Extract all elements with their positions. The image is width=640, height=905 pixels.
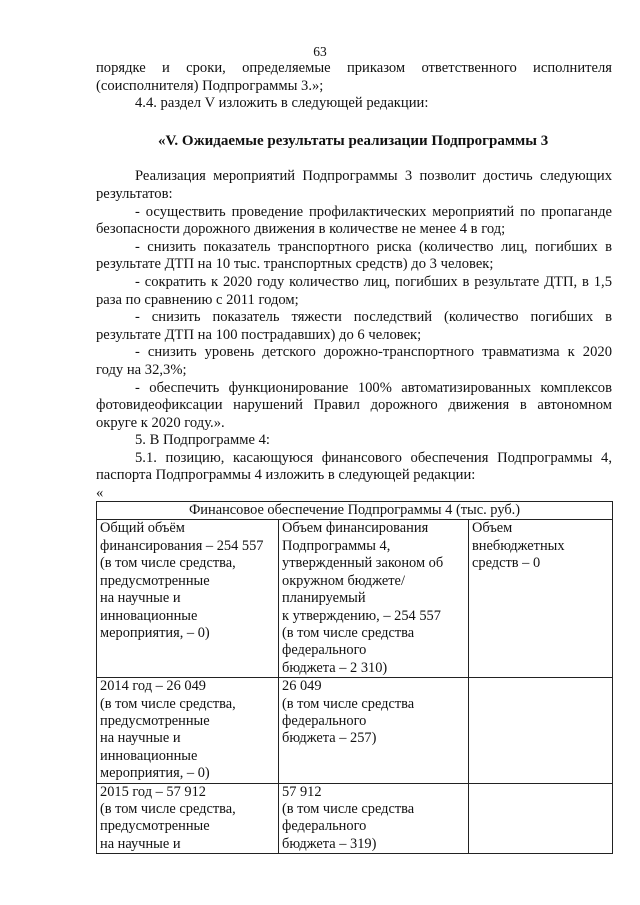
cell-text-line: (в том числе средства, (100, 800, 236, 817)
cell-text-line: (в том числе средства (282, 695, 415, 712)
cell-text-line: окружном бюджете/ (282, 572, 405, 589)
cell-text-line: 26 049 (282, 678, 322, 695)
cell-text-line: к утверждению, – 254 557 (282, 607, 441, 624)
cell-text-line: бюджета – 257) (282, 730, 377, 747)
paragraph-intro: Реализация мероприятий Подпрограммы 3 позволит достичь следующих результатов: (96, 168, 612, 202)
result-item: - снизить уровень детского дорожно-транспортного травматизма к 2020 году на 32,3%; (96, 344, 612, 378)
cell-text-line: предусмотренные (100, 712, 210, 729)
table-header: Финансовое обеспечение Подпрограммы 4 (тыс. руб.) (97, 502, 613, 520)
cell-text-line: средств – 0 (472, 555, 541, 572)
section-heading: «V. Ожидаемые результаты реализации Подпрограммы 3 (158, 132, 549, 149)
table-row (97, 520, 613, 678)
cell-text-line: (в том числе средства (282, 624, 415, 641)
opening-quote: « (96, 485, 104, 502)
cell-text-line: федерального (282, 818, 367, 835)
cell-text-line: (в том числе средства, (100, 695, 236, 712)
page-number: 63 (313, 44, 327, 59)
result-item: - сократить к 2020 году количество лиц, погибших в результате ДТП, в 1,5 раза по сравнению с 2011 годом; (96, 273, 612, 308)
cell-text-line: предусмотренные (100, 572, 210, 589)
cell-text-line: предусмотренные (100, 818, 210, 835)
cell-text-line: на научные и (100, 835, 181, 852)
table-cell (97, 783, 279, 854)
result-item: - осуществить проведение профилактических мероприятий по пропаганде безопасности дорожного движения в количестве не менее 4 в год; (96, 203, 612, 238)
cell-text-line: внебюджетных (472, 537, 565, 554)
paragraph-financing-position: 5.1. позицию, касающуюся финансового обеспечения Подпрограммы 4, паспорта Подпрограммы 4 изложить в следующей редакции: (96, 449, 612, 484)
table-header-row (97, 502, 613, 520)
cell-text-line: планируемый (282, 590, 366, 607)
cell-text-line: 2014 год – 26 049 (100, 678, 206, 695)
cell-text-line: финансирования – 254 557 (100, 537, 264, 554)
document-body (96, 60, 612, 854)
cell-text-line: утвержденный законом об (282, 555, 444, 572)
table-cell (97, 678, 279, 783)
cell-text-line: Общий объём (100, 520, 185, 537)
cell-text-line: на научные и (100, 590, 181, 607)
cell-text-line: бюджета – 2 310) (282, 659, 388, 676)
table-cell (469, 520, 613, 678)
cell-text-line: (в том числе средства (282, 800, 415, 817)
result-item: - обеспечить функционирование 100% автоматизированных комплексов фотовидеофиксации нарушений Правил дорожного движения в автономном округе к 2020 году.». (96, 379, 612, 431)
table-cell (279, 520, 469, 678)
paragraph-continuation: порядке и сроки, определяемые приказом ответственного исполнителя (соисполнителя) Подпрограммы 3.»; (96, 60, 612, 94)
cell-text-line: Объем финансирования (282, 520, 429, 537)
table-row (97, 783, 613, 854)
cell-text-line: федерального (282, 642, 367, 659)
table-cell (279, 783, 469, 854)
cell-text-line: мероприятия, – 0) (100, 765, 210, 782)
cell-text-line: федерального (282, 712, 367, 729)
table-cell (279, 678, 469, 783)
cell-text-line: Подпрограммы 4, (282, 537, 391, 554)
cell-text-line: (в том числе средства, (100, 555, 236, 572)
cell-text-line: инновационные (100, 747, 198, 764)
table-row (97, 678, 613, 783)
table-cell (469, 783, 613, 854)
cell-text-line: бюджета – 319) (282, 835, 377, 852)
cell-text-line: Объем (472, 520, 513, 537)
cell-text-line: мероприятия, – 0) (100, 624, 210, 641)
cell-text-line: инновационные (100, 607, 198, 624)
table-cell (469, 678, 613, 783)
paragraph-section-change: 4.4. раздел V изложить в следующей редакции: (135, 95, 429, 112)
paragraph-subprogram-4: 5. В Подпрограмме 4: (135, 432, 270, 449)
table-cell (97, 520, 279, 678)
result-item: - снизить показатель транспортного риска (количество лиц, погибших в результате ДТП на 10 тыс. транспортных средств) до 3 человек; (96, 238, 612, 273)
result-item: - снизить показатель тяжести последствий (количество погибших в результате ДТП на 100 пострадавших) до 6 человек; (96, 309, 612, 343)
cell-text-line: на научные и (100, 730, 181, 747)
cell-text-line: 57 912 (282, 783, 322, 800)
financing-table (96, 501, 613, 854)
cell-text-line: 2015 год – 57 912 (100, 783, 206, 800)
